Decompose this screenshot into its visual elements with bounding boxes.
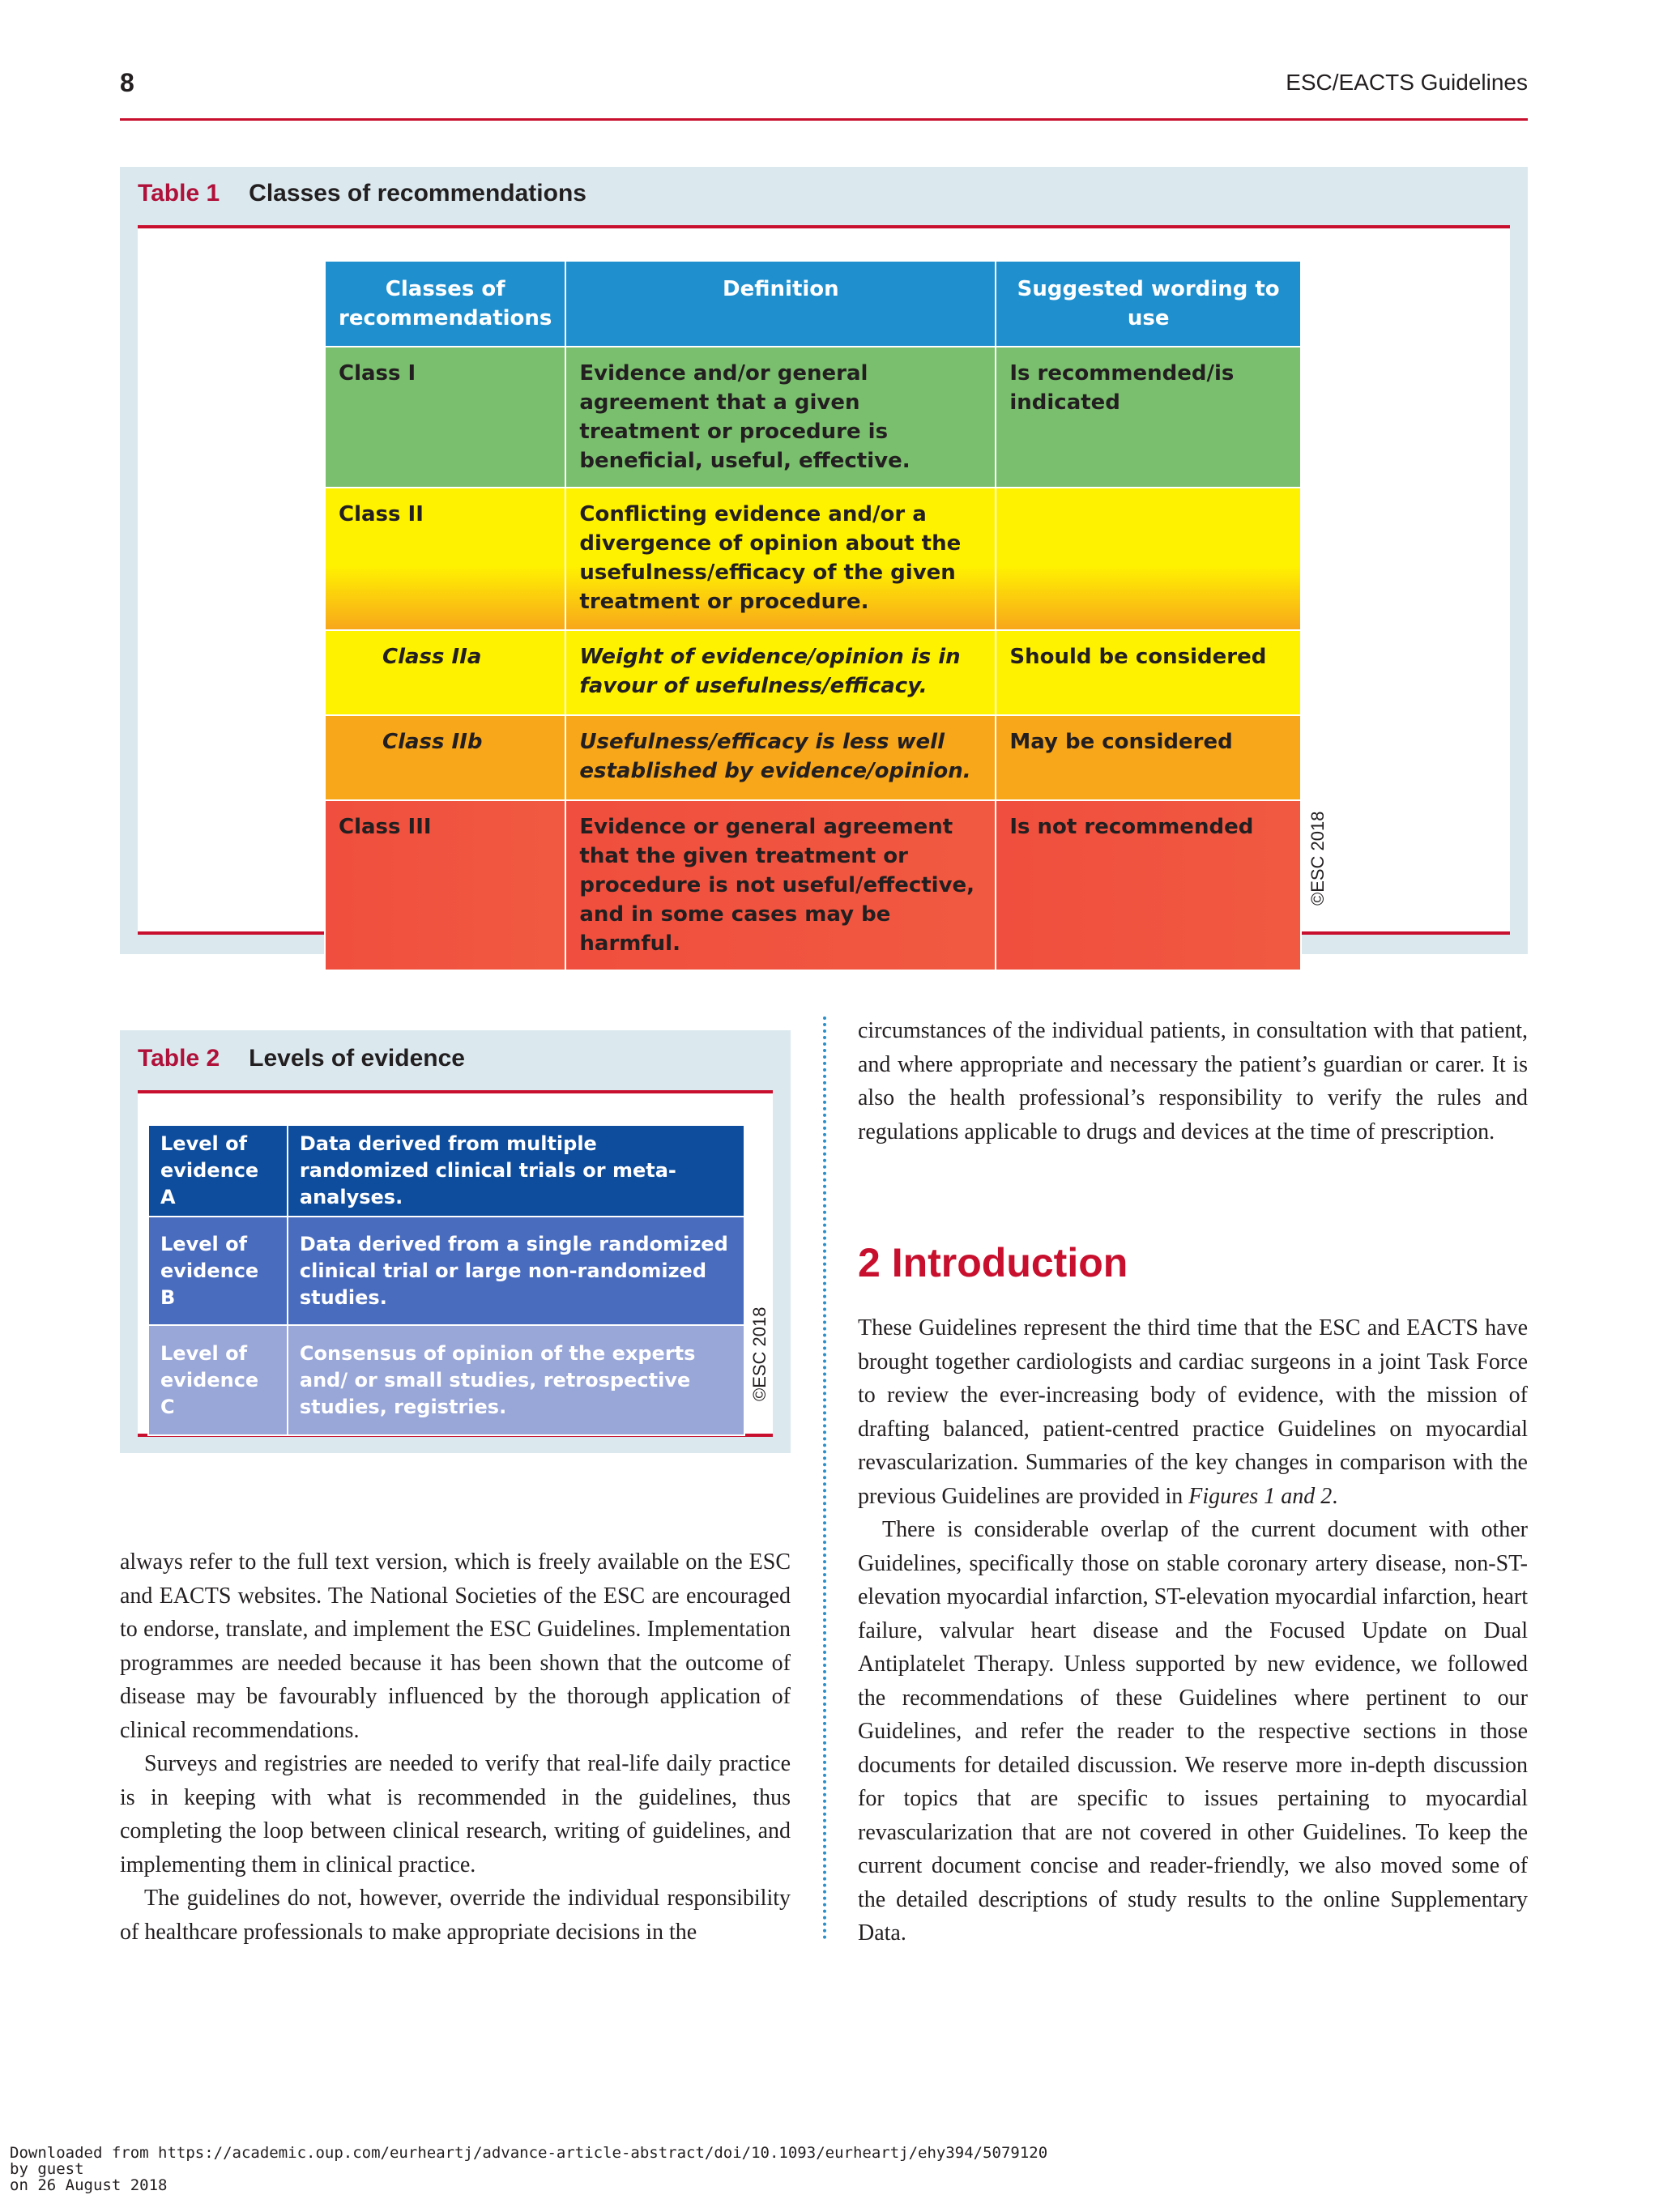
table1-top-rule (138, 225, 1510, 228)
table1-row-class-ii (325, 488, 1301, 630)
class-label: Class IIb (325, 715, 565, 800)
table2-title: Levels of evidence (249, 1045, 465, 1072)
class-label: Class III (325, 800, 565, 970)
table1-copyright: ©ESC 2018 (1307, 811, 1328, 906)
introduction-text (858, 1311, 1528, 1950)
body-paragraph (858, 1311, 1528, 1513)
evidence-levels-table (147, 1124, 745, 1436)
level-label: Level of evidence B (148, 1217, 288, 1325)
level-label: Level of evidence A (148, 1125, 288, 1217)
paragraph-end: . (1332, 1483, 1338, 1509)
table2-label: Table 2 (138, 1045, 220, 1072)
level-description: Consensus of opinion of the experts and/ or small studies, retrospective studies, registries. (288, 1325, 744, 1435)
class-wording (996, 488, 1301, 630)
column-divider (823, 1016, 826, 1940)
table1-header-classes: Classes of recommendations (325, 261, 565, 347)
table1-row-class-i (325, 347, 1301, 488)
header-rule (120, 118, 1528, 121)
figure-reference-link[interactable]: Figures 1 and 2 (1188, 1483, 1333, 1509)
table1-row-class-iib (325, 715, 1301, 800)
table2-caption (138, 1045, 465, 1072)
class-definition: Weight of evidence/opinion is in favour of usefulness/efficacy. (565, 630, 996, 715)
footer-line: Downloaded from https://academic.oup.com/eurheartj/advance-article-abstract/doi/10.1093/eurheartj/ehy394/5079120 (10, 2144, 1048, 2162)
download-footer (10, 2145, 1047, 2193)
class-wording: Is not recommended (996, 800, 1301, 970)
level-description: Data derived from multiple randomized clinical trials or meta-analyses. (288, 1125, 744, 1217)
recommendation-classes-table (324, 260, 1302, 971)
table1-header-definition: Definition (565, 261, 996, 347)
body-paragraph: always refer to the full text version, which is freely available on the ESC and EACTS websites. The National Societies of the ESC are encouraged to endorse, translate, and implement the ESC Guidelines. Implementation programmes are needed because it has been shown that the outcome of disease may be favourably influenced by the thorough application of clinical recommendations. (120, 1549, 791, 1743)
section-heading: 2 Introduction (858, 1240, 1128, 1285)
class-label: Class I (325, 347, 565, 488)
table2-top-rule (138, 1090, 773, 1093)
level-description: Data derived from a single randomized clinical trial or large non-randomized studies. (288, 1217, 744, 1325)
class-wording: May be considered (996, 715, 1301, 800)
footer-line: by guest (10, 2160, 84, 2178)
page-number: 8 (120, 68, 134, 97)
left-column-text (120, 1545, 791, 1949)
class-label: Class II (325, 488, 565, 630)
class-definition: Usefulness/efficacy is less well established by evidence/opinion. (565, 715, 996, 800)
paragraph-text: These Guidelines represent the third time that the ESC and EACTS have brought together cardiologists and cardiac surgeons in a joint Task Force to review the ever-increasing body of evidence, with the mission of drafting balanced, patient-centred practice Guidelines on myocardial revascularization. Summaries of the key changes in comparison with the previous Guidelines are provided in (858, 1315, 1528, 1509)
table1-header-wording: Suggested wording to use (996, 261, 1301, 347)
body-paragraph: circumstances of the individual patients, in consultation with that patient, and where appropriate and necessary the patient’s guardian or carer. It is also the health professional’s responsibility to verify the rules and regulations applicable to drugs and devices at the time of prescription. (858, 1018, 1528, 1144)
table1-title: Classes of recommendations (249, 180, 586, 207)
body-paragraph: Surveys and registries are needed to verify that real-life daily practice is in keeping with what is recommended in the guidelines, thus completing the loop between clinical research, writing of guidelines, and implementing them in clinical practice. (120, 1751, 791, 1877)
class-definition: Evidence or general agreement that the given treatment or procedure is not useful/effective, and in some cases may be harmful. (565, 800, 996, 970)
table2-row-level-b (148, 1217, 744, 1325)
class-wording: Should be considered (996, 630, 1301, 715)
table1-label: Table 1 (138, 180, 220, 207)
table2-copyright: ©ESC 2018 (749, 1306, 770, 1401)
class-wording: Is recommended/is indicated (996, 347, 1301, 488)
level-label: Level of evidence C (148, 1325, 288, 1435)
class-label: Class IIa (325, 630, 565, 715)
class-definition: Evidence and/or general agreement that a given treatment or procedure is beneficial, useful, effective. (565, 347, 996, 488)
right-column-top-text (858, 1014, 1528, 1149)
table1-row-class-iii (325, 800, 1301, 970)
body-paragraph: There is considerable overlap of the current document with other Guidelines, specifically those on stable coronary artery disease, non-ST-elevation myocardial infarction, ST-elevation myocardial infarction, heart failure, valvular heart disease and the Focused Update on Dual Antiplatelet Therapy. Unless supported by new evidence, we followed the recommendations of these Guidelines where pertinent to our Guidelines, and refer the reader to the respective sections in those documents for detailed discussion. We reserve more in-depth discussion for topics that are specific to issues pertaining to myocardial revascularization that are not covered in other Guidelines. To keep the current document concise and reader-friendly, we also moved some of the detailed descriptions of study results to the online Supplementary Data. (858, 1517, 1528, 1946)
table1-row-class-iia (325, 630, 1301, 715)
class-definition: Conflicting evidence and/or a divergence of opinion about the usefulness/efficacy of the given treatment or procedure. (565, 488, 996, 630)
footer-line: on 26 August 2018 (10, 2176, 168, 2194)
table1-caption (138, 180, 586, 207)
table2-row-level-c (148, 1325, 744, 1435)
running-head: ESC/EACTS Guidelines (1286, 70, 1528, 95)
table2-row-level-a (148, 1125, 744, 1217)
table1-header-row (325, 261, 1301, 347)
body-paragraph: The guidelines do not, however, override the individual responsibility of healthcare professionals to make appropriate decisions in the (120, 1886, 791, 1945)
